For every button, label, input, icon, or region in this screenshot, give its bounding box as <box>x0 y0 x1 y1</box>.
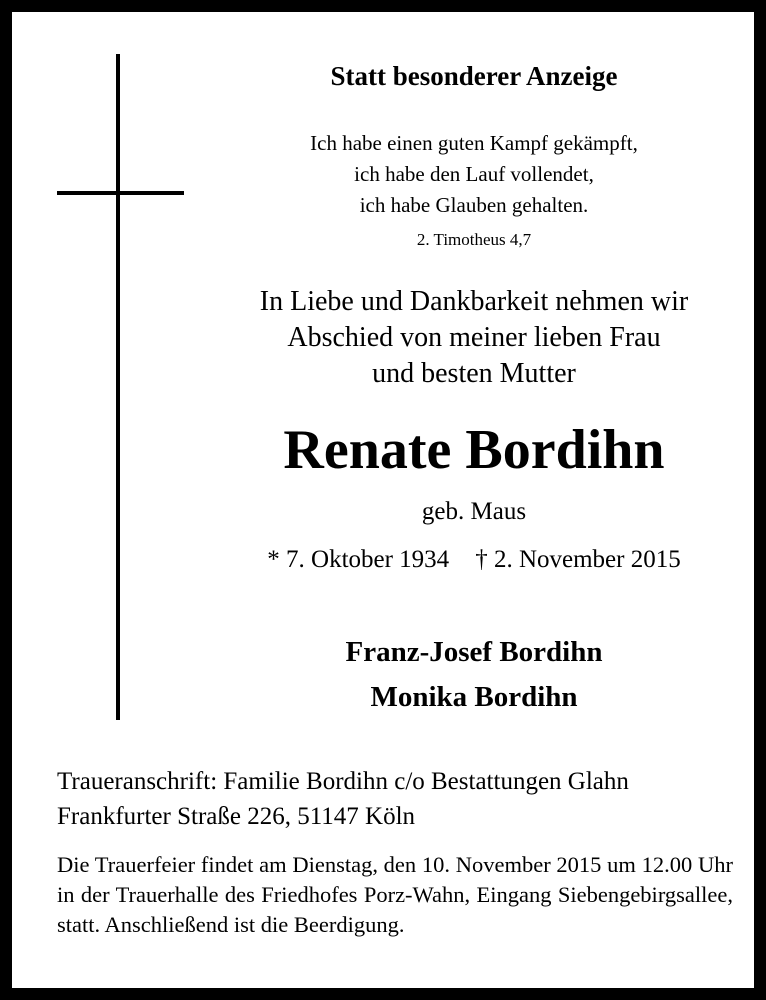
birth-date: * 7. Oktober 1934 <box>267 546 450 573</box>
intro-line: In Liebe und Dankbarkeit nehmen wir <box>259 286 689 317</box>
deceased-name: Renate Bordihn <box>283 419 665 481</box>
life-dates <box>174 543 766 577</box>
cross-icon <box>116 54 120 720</box>
death-date: † 2. November 2015 <box>475 546 681 573</box>
verse-line: ich habe den Lauf vollendet, <box>354 162 594 186</box>
bible-verse <box>174 128 766 221</box>
funeral-service-info: Die Trauerfeier findet am Dienstag, den 10. November 2015 um 12.00 Uhr in der Trauerhalle des Friedhofes Porz-Wahn, Eingang Siebengebirgsallee, statt. Anschließend ist die Beerdigung. <box>57 852 733 937</box>
mourners <box>174 630 766 720</box>
verse-line: Ich habe einen guten Kampf gekämpft, <box>310 131 638 155</box>
verse-line: ich habe Glauben gehalten. <box>359 193 589 217</box>
mourning-address <box>57 764 737 834</box>
intro-line: und besten Mutter <box>372 358 576 389</box>
maiden-name: geb. Maus <box>421 498 527 525</box>
address-line: Frankfurter Straße 226, 51147 Köln <box>57 803 416 830</box>
intro-line: Abschied von meiner lieben Frau <box>287 322 661 353</box>
heading: Statt besonderer Anzeige <box>330 61 618 91</box>
verse-reference: 2. Timotheus 4,7 <box>416 230 532 249</box>
cross-icon-crossbar <box>57 191 184 195</box>
address-line: Traueranschrift: Familie Bordihn c/o Bestattungen Glahn <box>57 768 629 795</box>
intro-text <box>174 284 766 392</box>
mourner-name: Franz-Josef Bordihn <box>345 636 603 668</box>
mourner-name: Monika Bordihn <box>370 681 578 713</box>
